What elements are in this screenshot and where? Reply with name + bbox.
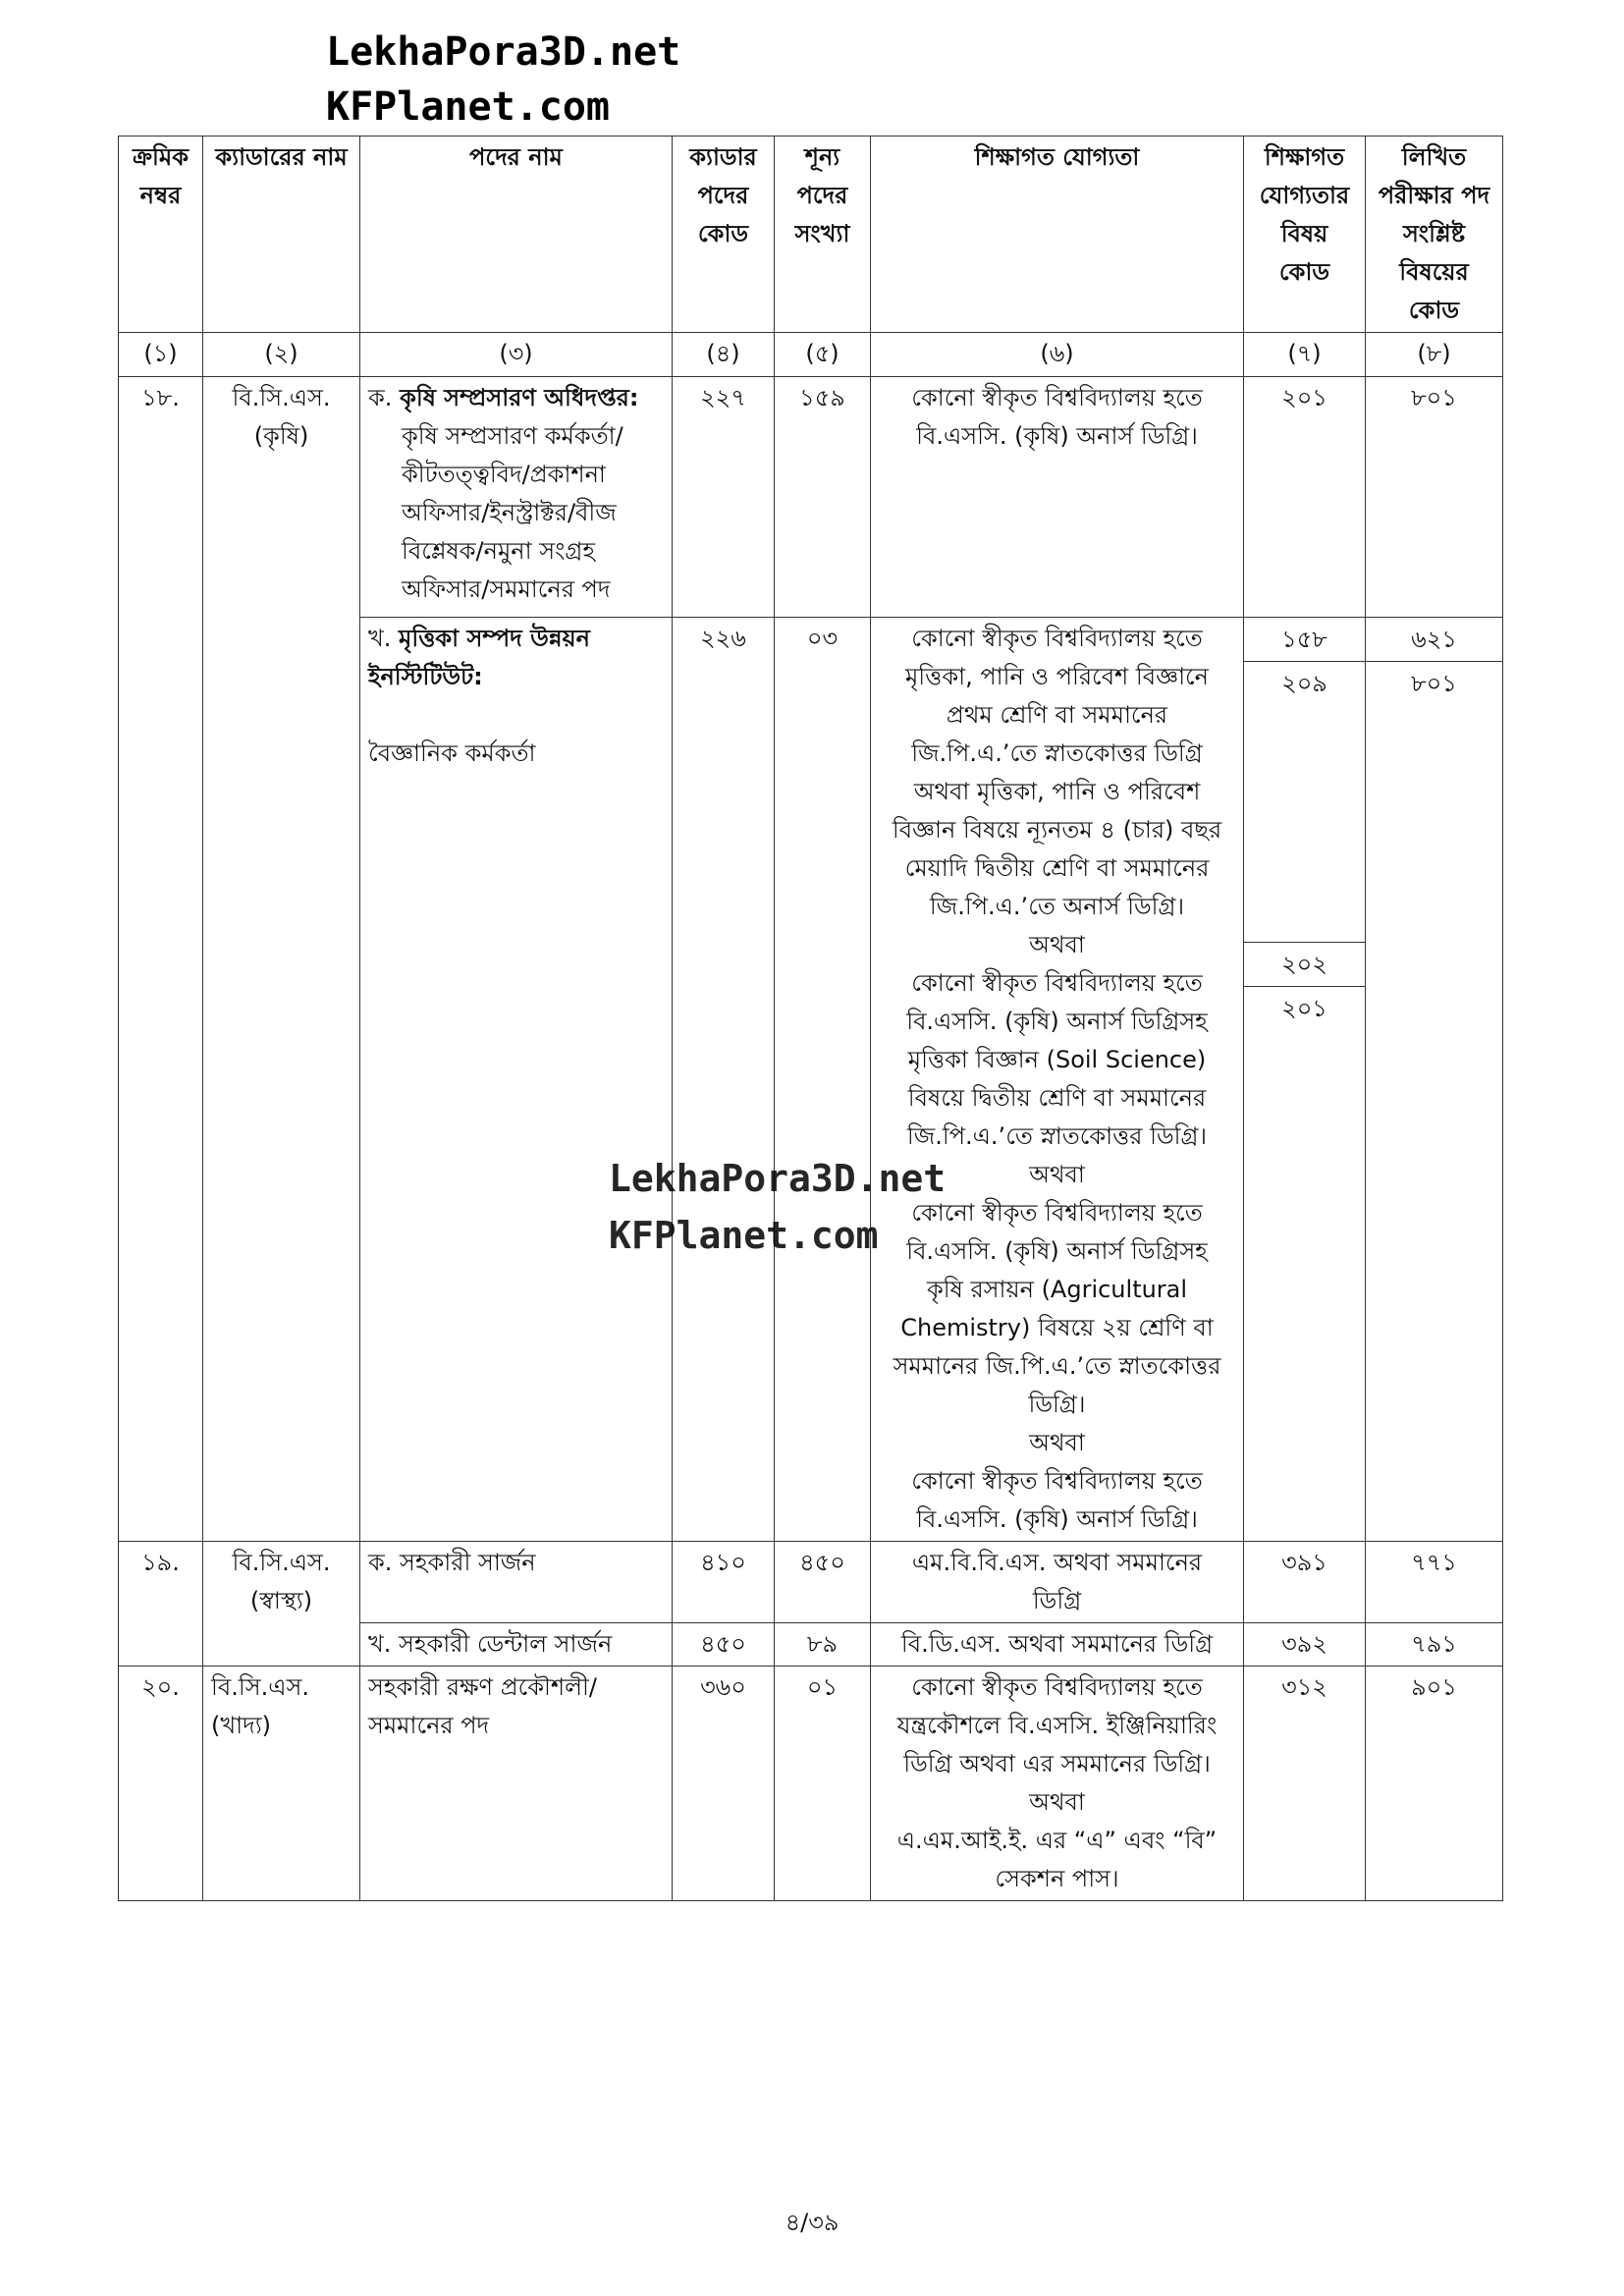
education-18b-line: বি.এসসি. (কৃষি) অনার্স ডিগ্রি। xyxy=(916,1505,1198,1533)
cadre-20-line2: (খাদ্য) xyxy=(211,1712,272,1739)
row-18a xyxy=(119,377,1503,618)
post-20-line2: সমমানের পদ xyxy=(368,1712,490,1739)
col-index: (৬) xyxy=(871,333,1244,377)
education-18b-line: বি.এসসি. (কৃষি) অনার্স ডিগ্রিসহ xyxy=(906,1008,1208,1035)
post-19b: খ. সহকারী ডেন্টাল সার্জন xyxy=(360,1623,673,1667)
cadre-19 xyxy=(203,1542,360,1667)
vacancy-18b: ০৩ xyxy=(775,618,871,1542)
post-18a xyxy=(360,377,673,618)
education-18a-line1: কোনো স্বীকৃত বিশ্ববিদ্যালয় হতে xyxy=(911,384,1203,411)
education-20-line: এ.এম.আই.ই. এর “এ” এবং “বি” xyxy=(896,1827,1218,1854)
subject-code-18a: ২০১ xyxy=(1244,377,1366,618)
education-18b-line: কোনো স্বীকৃত বিশ্ববিদ্যালয় হতে xyxy=(911,969,1203,997)
col-index: (২) xyxy=(203,333,360,377)
education-18a xyxy=(871,377,1244,618)
header-education: শিক্ষাগত যোগ্যতা xyxy=(871,137,1244,333)
cadre-18 xyxy=(203,377,360,1542)
education-18b-line: প্রথম শ্রেণি বা সমমানের xyxy=(946,701,1168,729)
subject-code-18b-3: ২০২ xyxy=(1244,943,1365,987)
watermark-mid-line2: KFPlanet.com xyxy=(609,1214,879,1257)
education-18b-line: মৃত্তিকা, পানি ও পরিবেশ বিজ্ঞানে xyxy=(904,663,1210,690)
cadre-18-line1: বি.সি.এস. xyxy=(232,384,331,411)
cadre-19-line2: (স্বাস্থ্য) xyxy=(249,1587,313,1614)
written-code-19a: ৭৭১ xyxy=(1366,1542,1503,1623)
post-18b-prefix: খ. xyxy=(368,625,392,652)
header-written-code: লিখিত পরীক্ষার পদ সংশ্লিষ্ট বিষয়ের কোড xyxy=(1366,137,1503,333)
education-18b-line: সমমানের জি.পি.এ.’তে স্নাতকোত্তর xyxy=(893,1352,1221,1380)
header-serial: ক্রমিক নম্বর xyxy=(119,137,203,333)
education-18b-line: অথবা xyxy=(1029,931,1085,958)
education-18b-line: কোনো স্বীকৃত বিশ্ববিদ্যালয় হতে xyxy=(911,625,1203,652)
code-19b: ৪৫০ xyxy=(673,1623,775,1667)
col-index: (৩) xyxy=(360,333,673,377)
vacancy-18a: ১৫৯ xyxy=(775,377,871,618)
education-20-line: যন্ত্রকৌশলে বি.এসসি. ইঞ্জিনিয়ারিং xyxy=(896,1712,1218,1739)
col-index: (৪) xyxy=(673,333,775,377)
vacancy-19b: ৮৯ xyxy=(775,1623,871,1667)
written-code-19b: ৭৯১ xyxy=(1366,1623,1503,1667)
column-index-row xyxy=(119,333,1503,377)
vacancy-20: ০১ xyxy=(775,1667,871,1901)
header-post: পদের নাম xyxy=(360,137,673,333)
written-codes-18b xyxy=(1366,618,1503,1542)
col-index: (৫) xyxy=(775,333,871,377)
post-18a-prefix: ক. xyxy=(368,384,393,411)
education-18b-line: জি.পি.এ.’তে অনার্স ডিগ্রি। xyxy=(929,893,1185,920)
post-18a-line3: অফিসার/ইনস্ট্রাক্টর/বীজ xyxy=(402,499,617,526)
cadre-18-line2: (কৃষি) xyxy=(253,422,309,450)
cadre-20 xyxy=(203,1667,360,1901)
written-code-18b-1: ৬২১ xyxy=(1366,618,1502,662)
education-18b-line: জি.পি.এ.’তে স্নাতকোত্তর ডিগ্রি। xyxy=(906,1122,1208,1150)
education-20-line: কোনো স্বীকৃত বিশ্ববিদ্যালয় হতে xyxy=(911,1673,1203,1701)
post-18a-line5: অফিসার/সমমানের পদ xyxy=(402,575,611,603)
education-18b-line: অথবা xyxy=(1029,1161,1085,1188)
code-20: ৩৬০ xyxy=(673,1667,775,1901)
education-19b: বি.ডি.এস. অথবা সমমানের ডিগ্রি xyxy=(871,1623,1244,1667)
post-18a-dept: কৃষি সম্প্রসারণ অধিদপ্তর: xyxy=(400,384,639,411)
post-20-line1: সহকারী রক্ষণ প্রকৌশলী/ xyxy=(368,1673,597,1701)
code-18a: ২২৭ xyxy=(673,377,775,618)
header-cadre: ক্যাডারের নাম xyxy=(203,137,360,333)
col-index: (৮) xyxy=(1366,333,1503,377)
watermark-top-line2: KFPlanet.com xyxy=(326,84,610,130)
watermark-top-line1: LekhaPora3D.net xyxy=(326,29,681,75)
row-19a xyxy=(119,1542,1503,1623)
subject-code-19a: ৩৯১ xyxy=(1244,1542,1366,1623)
watermark-mid-line1: LekhaPora3D.net xyxy=(609,1157,947,1200)
post-18b-dept2: ইনস্টিটিউট: xyxy=(368,663,483,690)
education-18b-line: কৃষি রসায়ন (Agricultural xyxy=(926,1276,1188,1303)
education-18b-line: কোনো স্বীকৃত বিশ্ববিদ্যালয় হতে xyxy=(911,1199,1203,1227)
education-18a-line2: বি.এসসি. (কৃষি) অনার্স ডিগ্রি। xyxy=(916,422,1198,450)
education-18b-line: ডিগ্রি। xyxy=(1028,1391,1086,1418)
education-18b-line: বিজ্ঞান বিষয়ে ন্যূনতম ৪ (চার) বছর xyxy=(892,816,1222,844)
serial-20: ২০. xyxy=(119,1667,203,1901)
education-18b-line: মৃত্তিকা বিজ্ঞান (Soil Science) xyxy=(907,1046,1207,1073)
education-18b-line: কোনো স্বীকৃত বিশ্ববিদ্যালয় হতে xyxy=(911,1467,1203,1495)
code-19a: ৪১০ xyxy=(673,1542,775,1623)
subject-code-19b: ৩৯২ xyxy=(1244,1623,1366,1667)
post-18b-dept1: মৃত্তিকা সম্পদ উন্নয়ন xyxy=(399,625,590,652)
subject-code-18b-4: ২০১ xyxy=(1281,995,1327,1022)
post-19a: ক. সহকারী সার্জন xyxy=(360,1542,673,1623)
subject-code-18b-1: ১৫৮ xyxy=(1244,618,1365,662)
education-18b-line: মেয়াদি দ্বিতীয় শ্রেণি বা সমমানের xyxy=(904,854,1210,882)
vacancy-19a: ৪৫০ xyxy=(775,1542,871,1623)
education-20 xyxy=(871,1667,1244,1901)
code-18b: ২২৬ xyxy=(673,618,775,1542)
education-20-line: ডিগ্রি অথবা এর সমমানের ডিগ্রি। xyxy=(903,1750,1211,1777)
post-18a-line1: কৃষি সম্প্রসারণ কর্মকর্তা/ xyxy=(402,422,623,450)
written-code-18b-2: ৮০১ xyxy=(1411,670,1457,697)
post-20 xyxy=(360,1667,673,1901)
header-vacancy: শূন্য পদের সংখ্যা xyxy=(775,137,871,333)
row-20 xyxy=(119,1667,1503,1901)
post-18a-line2: কীটতত্ত্ববিদ/প্রকাশনা xyxy=(402,461,606,488)
col-index: (১) xyxy=(119,333,203,377)
education-20-line: অথবা xyxy=(1029,1788,1085,1816)
subject-code-18b-2: ২০৯ xyxy=(1244,662,1365,943)
education-19a xyxy=(871,1542,1244,1623)
education-18b xyxy=(871,618,1244,1542)
vacancy-table xyxy=(118,136,1503,1901)
education-20-line: সেকশন পাস। xyxy=(995,1865,1119,1892)
page-number: ৪/৩৯ xyxy=(785,2209,839,2236)
post-18b xyxy=(360,618,673,1542)
cadre-19-line1: বি.সি.এস. xyxy=(232,1549,331,1576)
serial-18: ১৮. xyxy=(119,377,203,1542)
header-subject-code: শিক্ষাগত যোগ্যতার বিষয় কোড xyxy=(1244,137,1366,333)
serial-19: ১৯. xyxy=(119,1542,203,1667)
education-18b-line: Chemistry) বিষয়ে ২য় শ্রেণি বা xyxy=(900,1314,1214,1341)
col-index: (৭) xyxy=(1244,333,1366,377)
cadre-20-line1: বি.সি.এস. xyxy=(211,1673,309,1701)
education-19a-line2: ডিগ্রি xyxy=(1032,1587,1082,1614)
education-18b-line: বিষয়ে দ্বিতীয় শ্রেণি বা সমমানের xyxy=(907,1084,1207,1112)
header-cadre-code: ক্যাডার পদের কোড xyxy=(673,137,775,333)
education-19a-line1: এম.বি.বি.এস. অথবা সমমানের xyxy=(911,1549,1203,1576)
post-18a-line4: বিশ্লেষক/নমুনা সংগ্রহ xyxy=(402,537,595,565)
written-code-18a: ৮০১ xyxy=(1366,377,1503,618)
written-code-20: ৯০১ xyxy=(1366,1667,1503,1901)
subject-code-20: ৩১২ xyxy=(1244,1667,1366,1901)
header-row xyxy=(119,137,1503,333)
education-18b-line: জি.পি.এ.’তে স্নাতকোত্তর ডিগ্রি xyxy=(911,739,1203,767)
post-18b-post: বৈজ্ঞানিক কর্মকর্তা xyxy=(368,739,536,767)
education-18b-line: বি.এসসি. (কৃষি) অনার্স ডিগ্রিসহ xyxy=(906,1237,1208,1265)
education-18b-line: অথবা মৃত্তিকা, পানি ও পরিবেশ xyxy=(913,778,1201,805)
subject-codes-18b xyxy=(1244,618,1366,1542)
education-18b-line: অথবা xyxy=(1029,1429,1085,1456)
